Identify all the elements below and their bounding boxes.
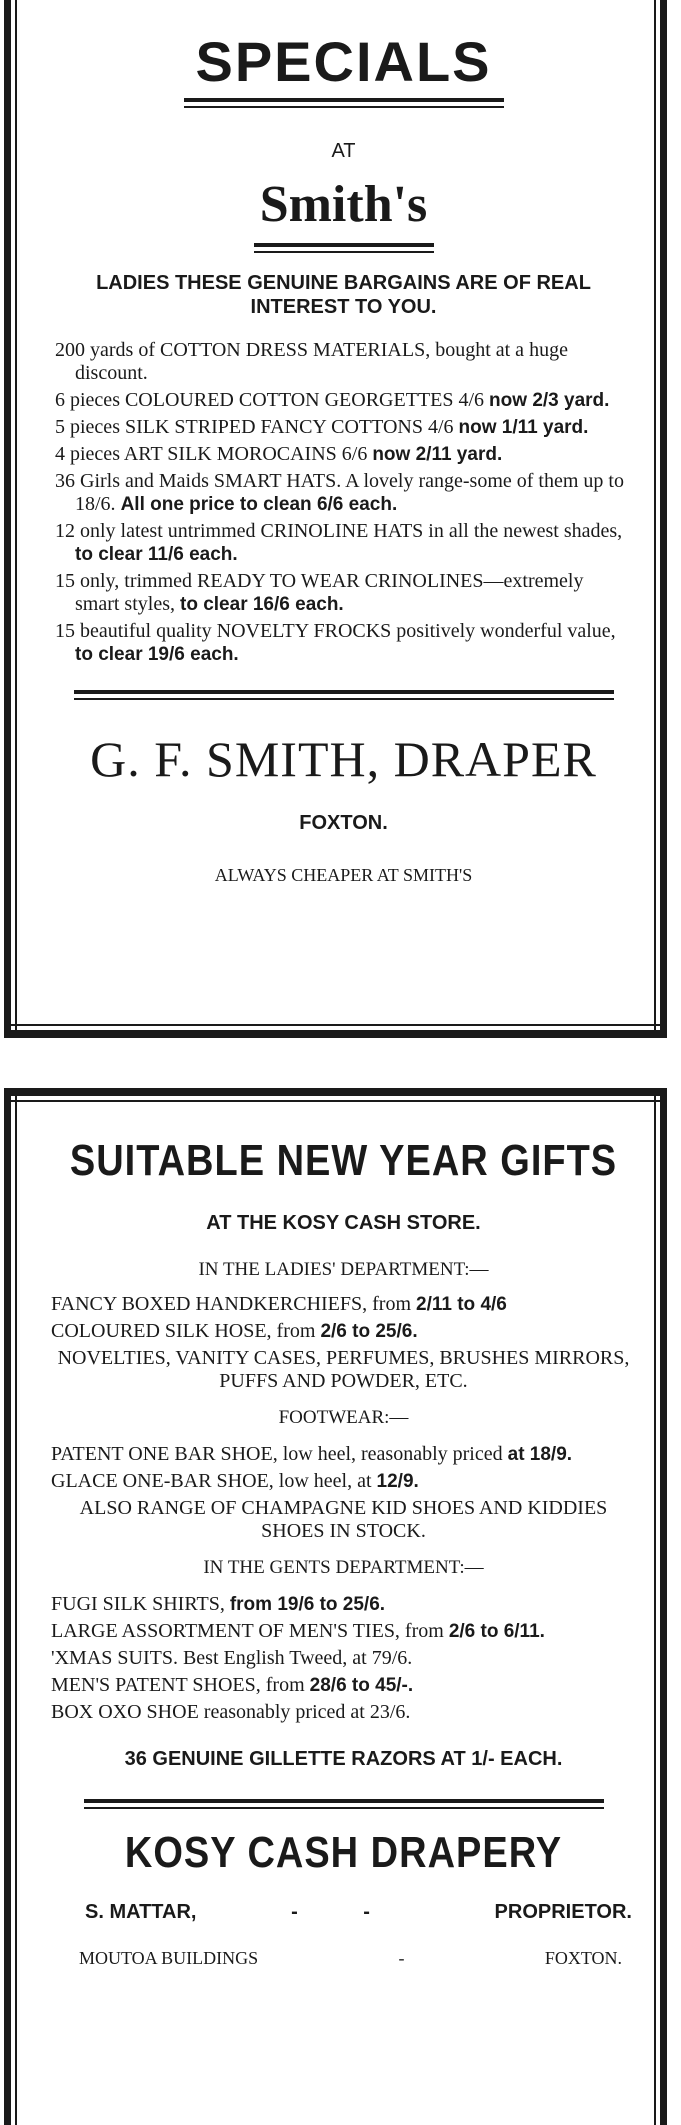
list-item: FANCY BOXED HANDKERCHIEFS, from 2/11 to 4/6 (51, 1293, 507, 1315)
ad1-store-rule (254, 243, 434, 247)
ad2-gents-heading: IN THE GENTS DEPARTMENT:— (203, 1557, 484, 1578)
ad2-gents-list (51, 1593, 636, 1724)
ad1-store-name: Smith's (259, 176, 428, 233)
ad1-headline: SPECIALS (195, 30, 492, 93)
ad2-proprietor-line (51, 1901, 636, 1924)
proprietor-label: PROPRIETOR. (494, 1901, 632, 1923)
list-item: BOX OXO SHOE reasonably priced at 23/6. (51, 1701, 411, 1723)
list-item: MEN'S PATENT SHOES, from 28/6 to 45/-. (51, 1674, 414, 1696)
ad2-address-line (51, 1948, 636, 1969)
list-item: PATENT ONE BAR SHOE, low heel, reasonably priced at 18/9. (51, 1443, 573, 1465)
list-item: ALSO RANGE OF CHAMPAGNE KID SHOES AND KIDDIES SHOES IN STOCK. (79, 1497, 608, 1542)
list-item: NOVELTIES, VANITY CASES, PERFUMES, BRUSHES MIRRORS, PUFFS AND POWDER, ETC. (57, 1347, 630, 1392)
border-inner-right (654, 0, 656, 1030)
list-item: FUGI SILK SHIRTS, from 19/6 to 25/6. (51, 1593, 386, 1615)
ad1-business-name: G. F. SMITH, DRAPER (90, 731, 597, 787)
kosy-cash-store-ad (4, 1088, 667, 2125)
list-item: 4 pieces ART SILK MOROCAINS 6/6 now 2/11 yard. (55, 443, 503, 465)
ad2-razors-offer: 36 GENUINE GILLETTE RAZORS AT 1/- EACH. (124, 1748, 563, 1770)
list-item: 15 beautiful quality NOVELTY FROCKS positively wonderful value, to clear 19/6 each. (55, 620, 616, 665)
border-inner-left (15, 0, 17, 1030)
address-town: FOXTON. (544, 1948, 622, 1968)
list-item: LARGE ASSORTMENT OF MEN'S TIES, from 2/6 to 6/11. (51, 1620, 545, 1642)
list-item: GLACE ONE-BAR SHOE, low heel, at 12/9. (51, 1470, 419, 1492)
address-dash: - (398, 1948, 405, 1968)
ad1-town: FOXTON. (299, 812, 388, 834)
list-item: 12 only latest untrimmed CRINOLINE HATS in all the newest shades, to clear 11/6 each. (55, 520, 623, 565)
ad2-ladies-heading: IN THE LADIES' DEPARTMENT:— (198, 1259, 489, 1280)
list-item: 5 pieces SILK STRIPED FANCY COTTONS 4/6 now 1/11 yard. (55, 416, 589, 438)
ad2-footwear-heading: FOOTWEAR:— (278, 1407, 409, 1428)
border-inner-right (654, 1096, 656, 2125)
ad2-business-name: KOSY CASH DRAPERY (124, 1828, 563, 1878)
ad1-headline-rule (184, 98, 504, 102)
ad2-footwear-list (51, 1443, 636, 1543)
list-item: 200 yards of COTTON DRESS MATERIALS, bought at a huge discount. (55, 339, 568, 384)
list-item: COLOURED SILK HOSE, from 2/6 to 25/6. (51, 1320, 418, 1342)
ad1-slogan: ALWAYS CHEAPER AT SMITH'S (214, 865, 473, 885)
proprietor-name: S. MATTAR, (85, 1901, 197, 1923)
border-inner-left (15, 1096, 17, 2125)
list-item: 6 pieces COLOURED COTTON GEORGETTES 4/6 now 2/3 yard. (55, 389, 610, 411)
list-item: 'XMAS SUITS. Best English Tweed, at 79/6. (51, 1647, 413, 1669)
ad1-item-list (55, 339, 632, 666)
ad2-footer-rule (84, 1799, 604, 1803)
ad2-ladies-list (51, 1293, 636, 1393)
ad1-at: AT (331, 140, 356, 162)
ad1-intro: LADIES THESE GENUINE BARGAINS ARE OF REAL INTEREST TO YOU. (96, 272, 591, 318)
smiths-specials-ad (4, 0, 667, 1038)
address-building: MOUTOA BUILDINGS (79, 1948, 259, 1968)
ad1-footer-rule (74, 690, 614, 694)
proprietor-dashes: - - (291, 1901, 400, 1923)
ad2-headline: SUITABLE NEW YEAR GIFTS (69, 1136, 618, 1186)
ad2-store-line: AT THE KOSY CASH STORE. (206, 1212, 481, 1234)
list-item: 15 only, trimmed READY TO WEAR CRINOLINES—extremely smart styles, to clear 16/6 each. (55, 570, 584, 615)
list-item: 36 Girls and Maids SMART HATS. A lovely range-some of them up to 18/6. All one price to clean 6/6 each. (55, 470, 624, 515)
